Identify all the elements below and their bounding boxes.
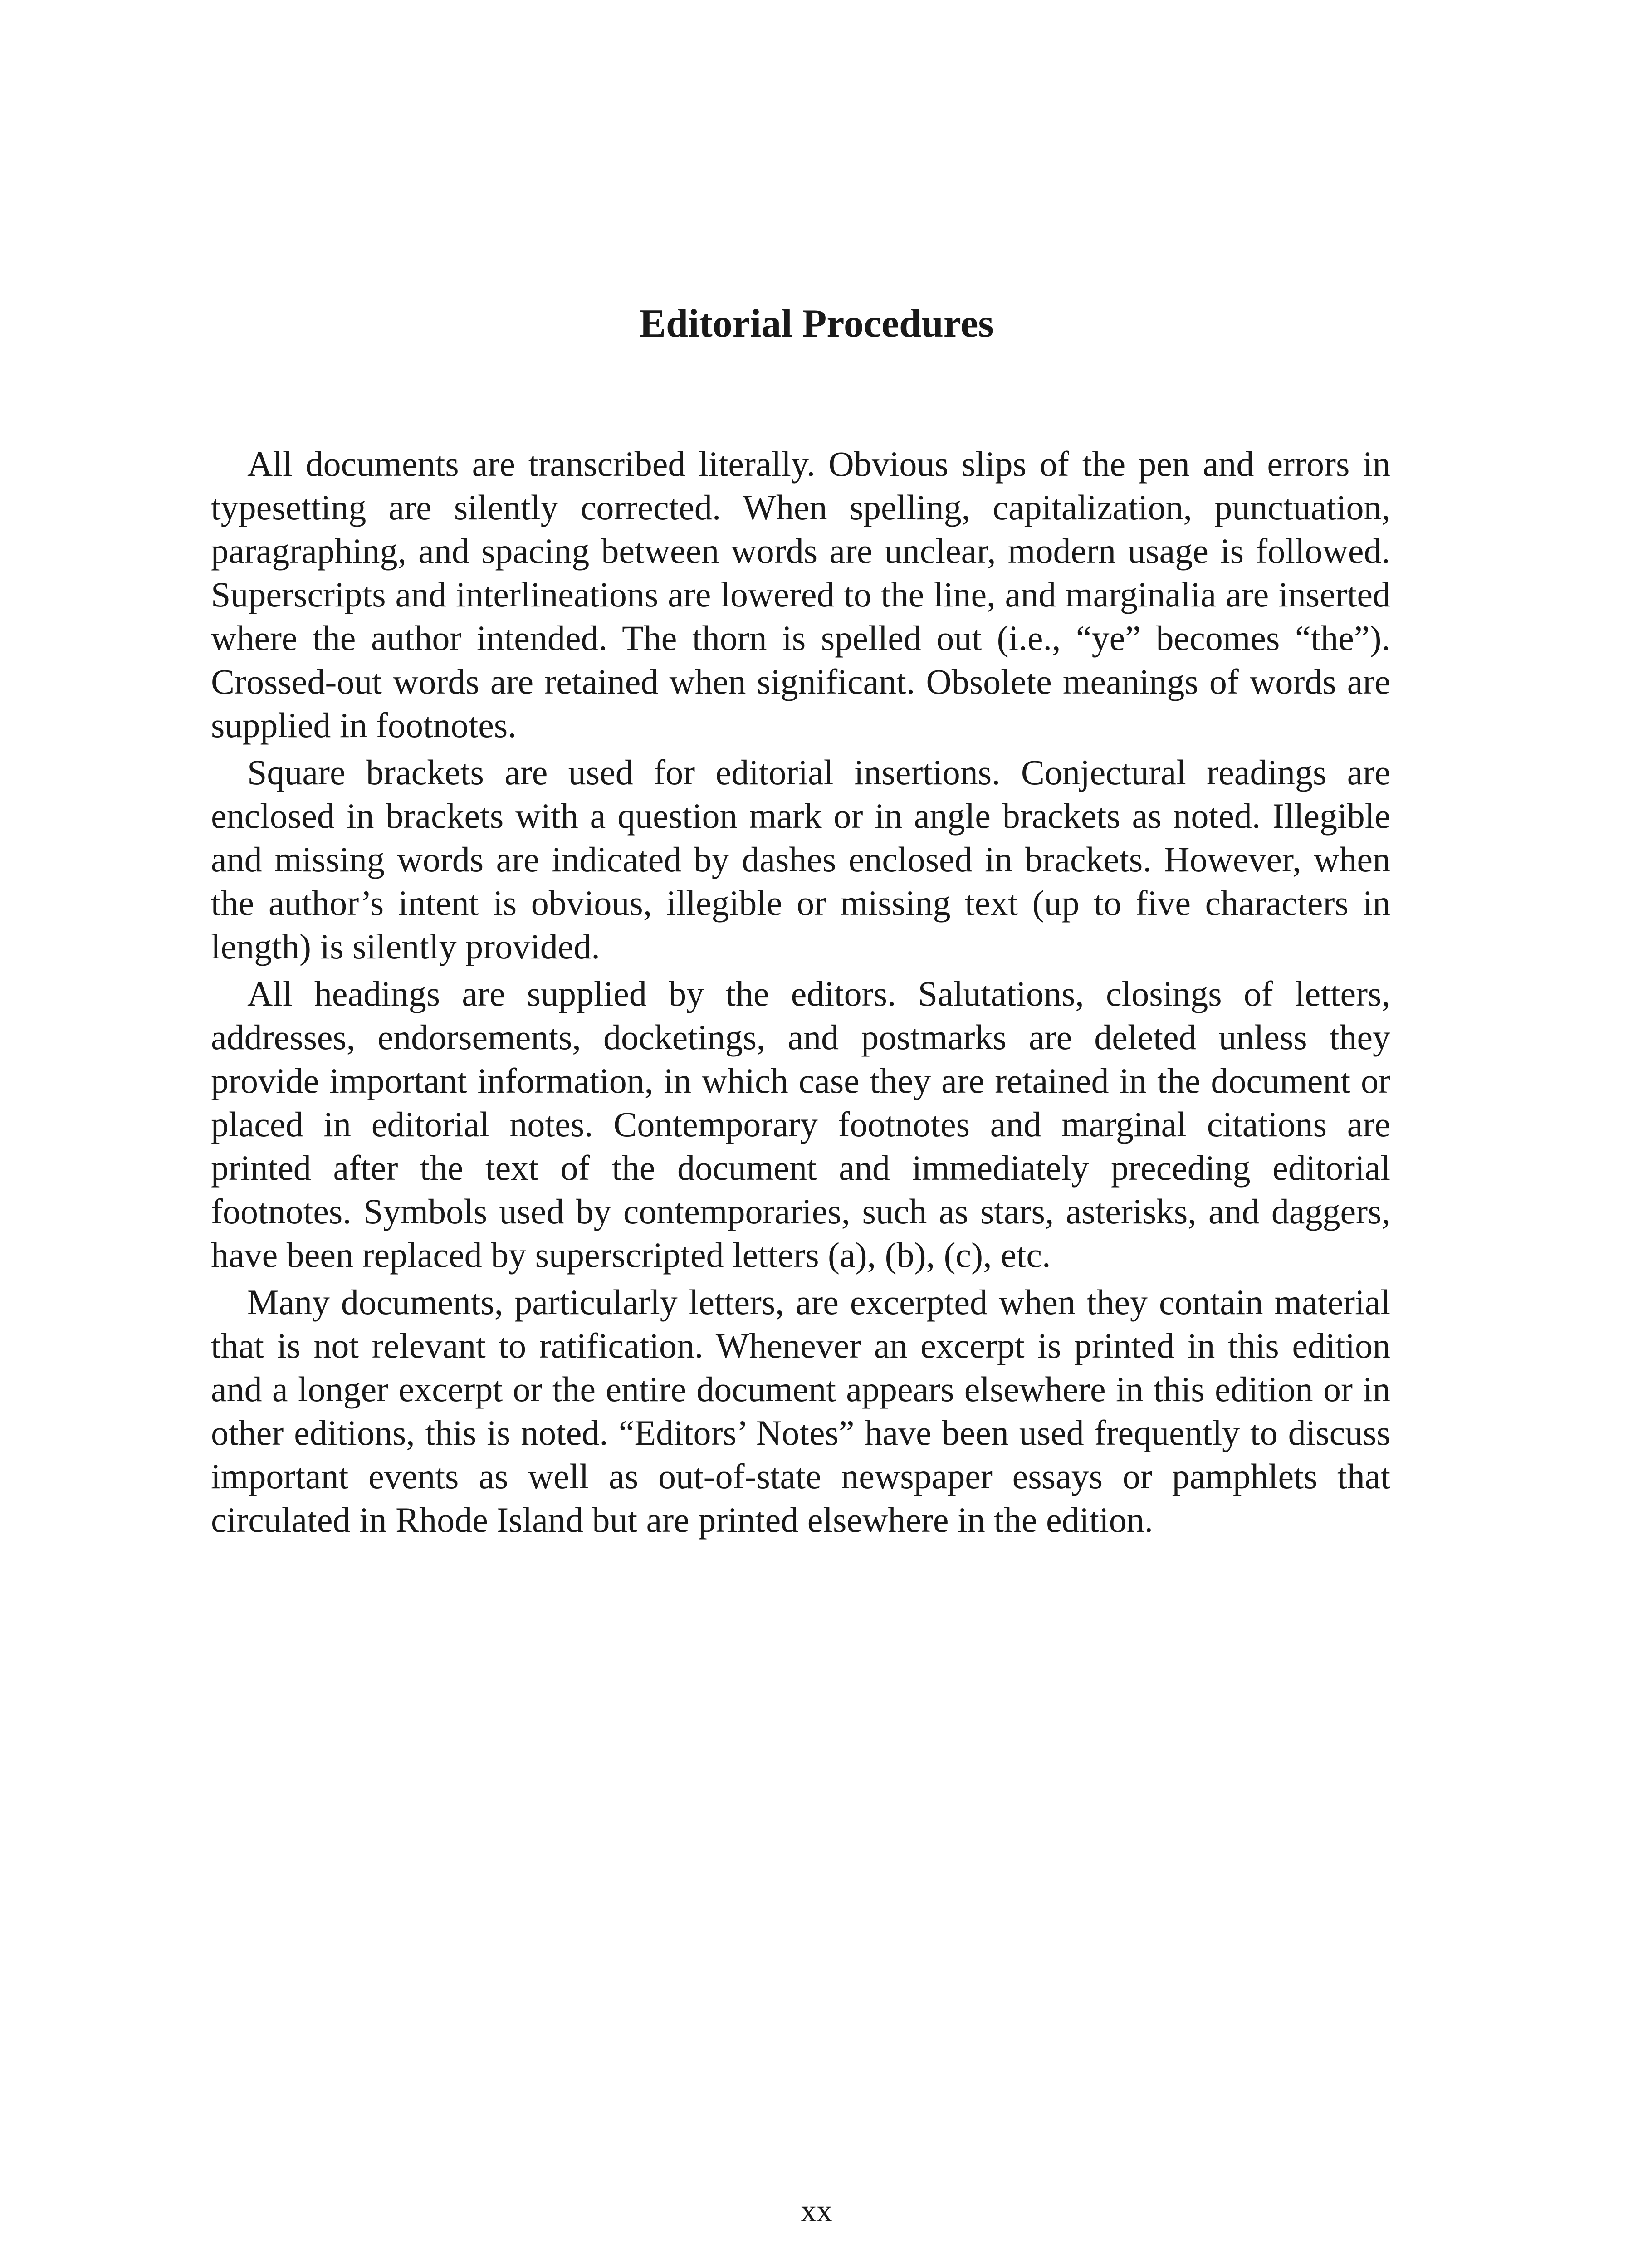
paragraph-transcription: All documents are transcribed literally. Obvious slips of the pen and errors in typesetting are silently corrected. When spelling, capitalization, punctuation, paragraphing, and spacing between words are unclear, modern usage is followed. Superscripts and interlineations are lowered to the line, and marginalia are inserted where the author intended. The thorn is spelled out (i.e., “ye” becomes “the”). Crossed-out words are retained when significant. Obsolete meanings of words are supplied in footnotes. — [211, 444, 1390, 745]
body-text — [211, 442, 1390, 1542]
paragraph-excerpts: Many documents, particularly letters, are excerpted when they contain material that is not relevant to ratification. Whenever an excerpt is printed in this edition and a longer excerpt or the entire document appears elsewhere in this edition or in other editions, this is noted. “Editors’ Notes” have been used frequently to discuss important events as well as out-of-state newspaper essays or pamphlets that circulated in Rhode Island but are printed elsewhere in the edition. — [211, 1282, 1390, 1540]
paragraph-spacer — [211, 1277, 1390, 1281]
page-title: Editorial Procedures — [639, 302, 994, 346]
paragraph-headings: All headings are supplied by the editors. Salutations, closings of letters, addresses, endorsements, docketings, and postmarks are deleted unless they provide important information, in which case they are retained in the document or placed in editorial notes. Contemporary footnotes and marginal citations are printed after the text of the document and immediately preceding editorial footnotes. Symbols used by contemporaries, such as stars, asterisks, and daggers, have been replaced by superscripted letters (a), (b), (c), etc. — [211, 974, 1390, 1275]
paragraph-brackets: Square brackets are used for editorial insertions. Conjectural readings are enclosed in brackets with a question mark or in angle brackets as noted. Illegible and missing words are indicated by dashes enclosed in brackets. However, when the author’s intent is obvious, illegible or missing text (up to five characters in length) is silently provided. — [211, 753, 1390, 966]
paragraph-spacer — [211, 747, 1390, 751]
page-number: xx — [801, 2194, 832, 2229]
paragraph-spacer — [211, 968, 1390, 972]
